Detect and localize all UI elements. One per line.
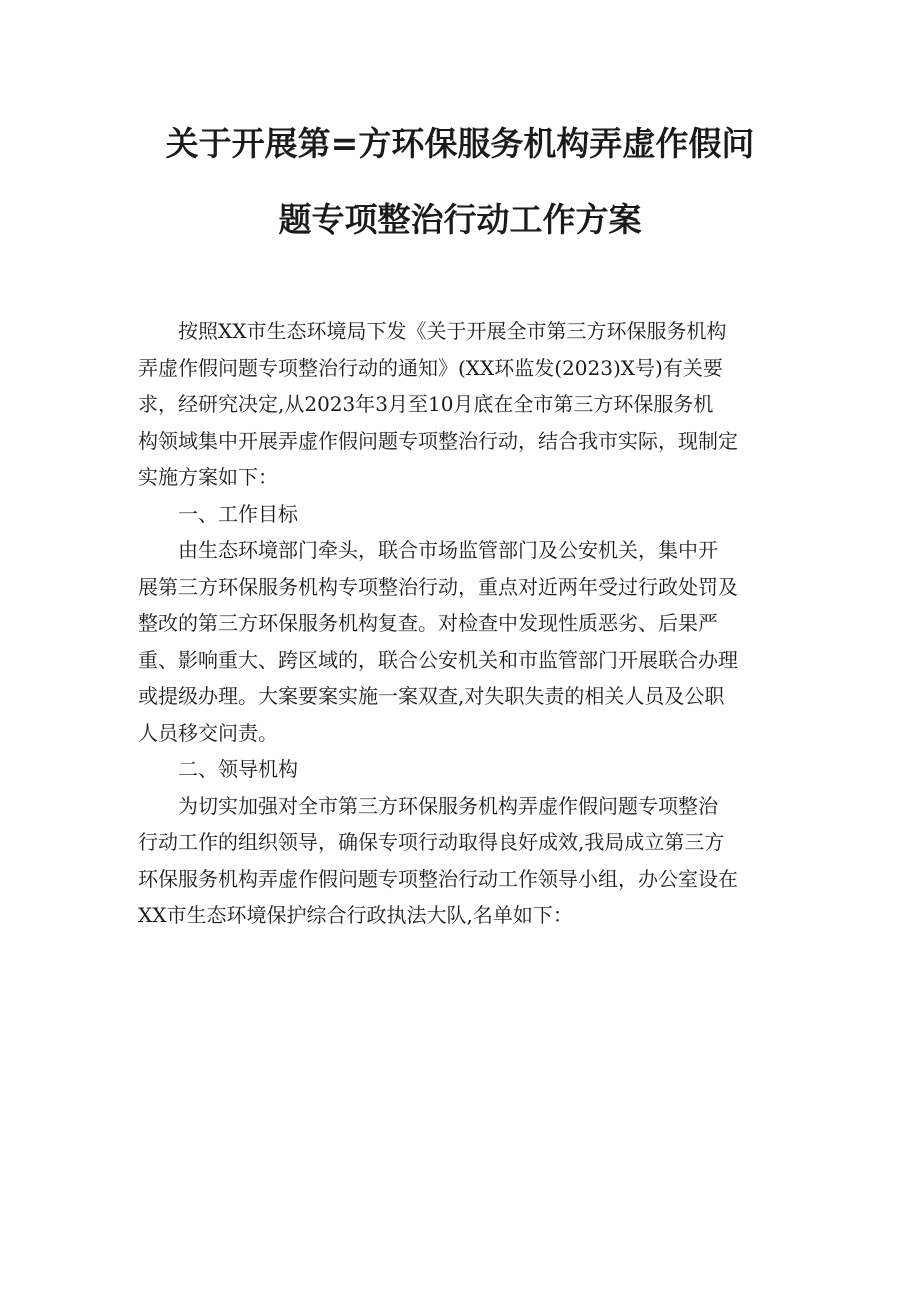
section-2-line-2: 行动工作的组织领导，确保专项行动取得良好成效,我局成立第三方 (138, 830, 725, 854)
section-1-line-1: 由生态环境部门牵头，联合市场监管部门及公安机关，集中开 (178, 538, 718, 562)
section-2-line-4: XX市生态环境保护综合行政执法大队,名单如下： (138, 903, 573, 927)
section-1 (138, 496, 788, 752)
intro-line-5: 实施方案如下： (138, 465, 278, 489)
section-2-heading: 二、领导机构 (178, 757, 298, 781)
section-1-line-5: 或提级办理。大案要案实施一案双查,对失职失责的相关人员及公职 (138, 684, 725, 708)
intro-line-3: 求，经研究决定,从2023年3月至10月底在全市第三方环保服务机 (138, 392, 714, 416)
intro-line-4: 构领域集中开展弄虚作假问题专项整治行动，结合我市实际，现制定 (138, 428, 738, 453)
section-1-heading: 一、工作目标 (178, 501, 298, 526)
section-2-line-3: 环保服务机构弄虚作假问题专项整治行动工作领导小组，办公室设在 (138, 866, 738, 891)
title-line-2: 题专项整治行动工作方案 (278, 200, 642, 239)
section-1-line-3: 整改的第三方环保服务机构复查。对检查中发现性质恶劣、后果严 (138, 611, 718, 635)
document-title (0, 126, 920, 238)
section-1-line-6: 人员移交问责。 (138, 720, 278, 745)
intro-line-1: 按照XX市生态环境局下发《关于开展全市第三方环保服务机构 (178, 319, 727, 343)
section-1-line-4: 重、影响重大、跨区域的，联合公安机关和市监管部门开展联合办理 (138, 647, 738, 672)
section-2-line-1: 为切实加强对全市第三方环保服务机构弄虚作假问题专项整治 (178, 793, 718, 818)
intro-line-2: 弄虚作假问题专项整治行动的通知》(XX环监发(2023)X号)有关要 (138, 355, 723, 380)
section-2 (138, 751, 788, 934)
section-1-line-2: 展第三方环保服务机构专项整治行动，重点对近两年受过行政处罚及 (138, 574, 738, 599)
document-body (138, 313, 788, 934)
title-line-1: 关于开展第=方环保服务机构弄虚作假问 (165, 124, 755, 163)
intro-paragraph (138, 313, 788, 496)
